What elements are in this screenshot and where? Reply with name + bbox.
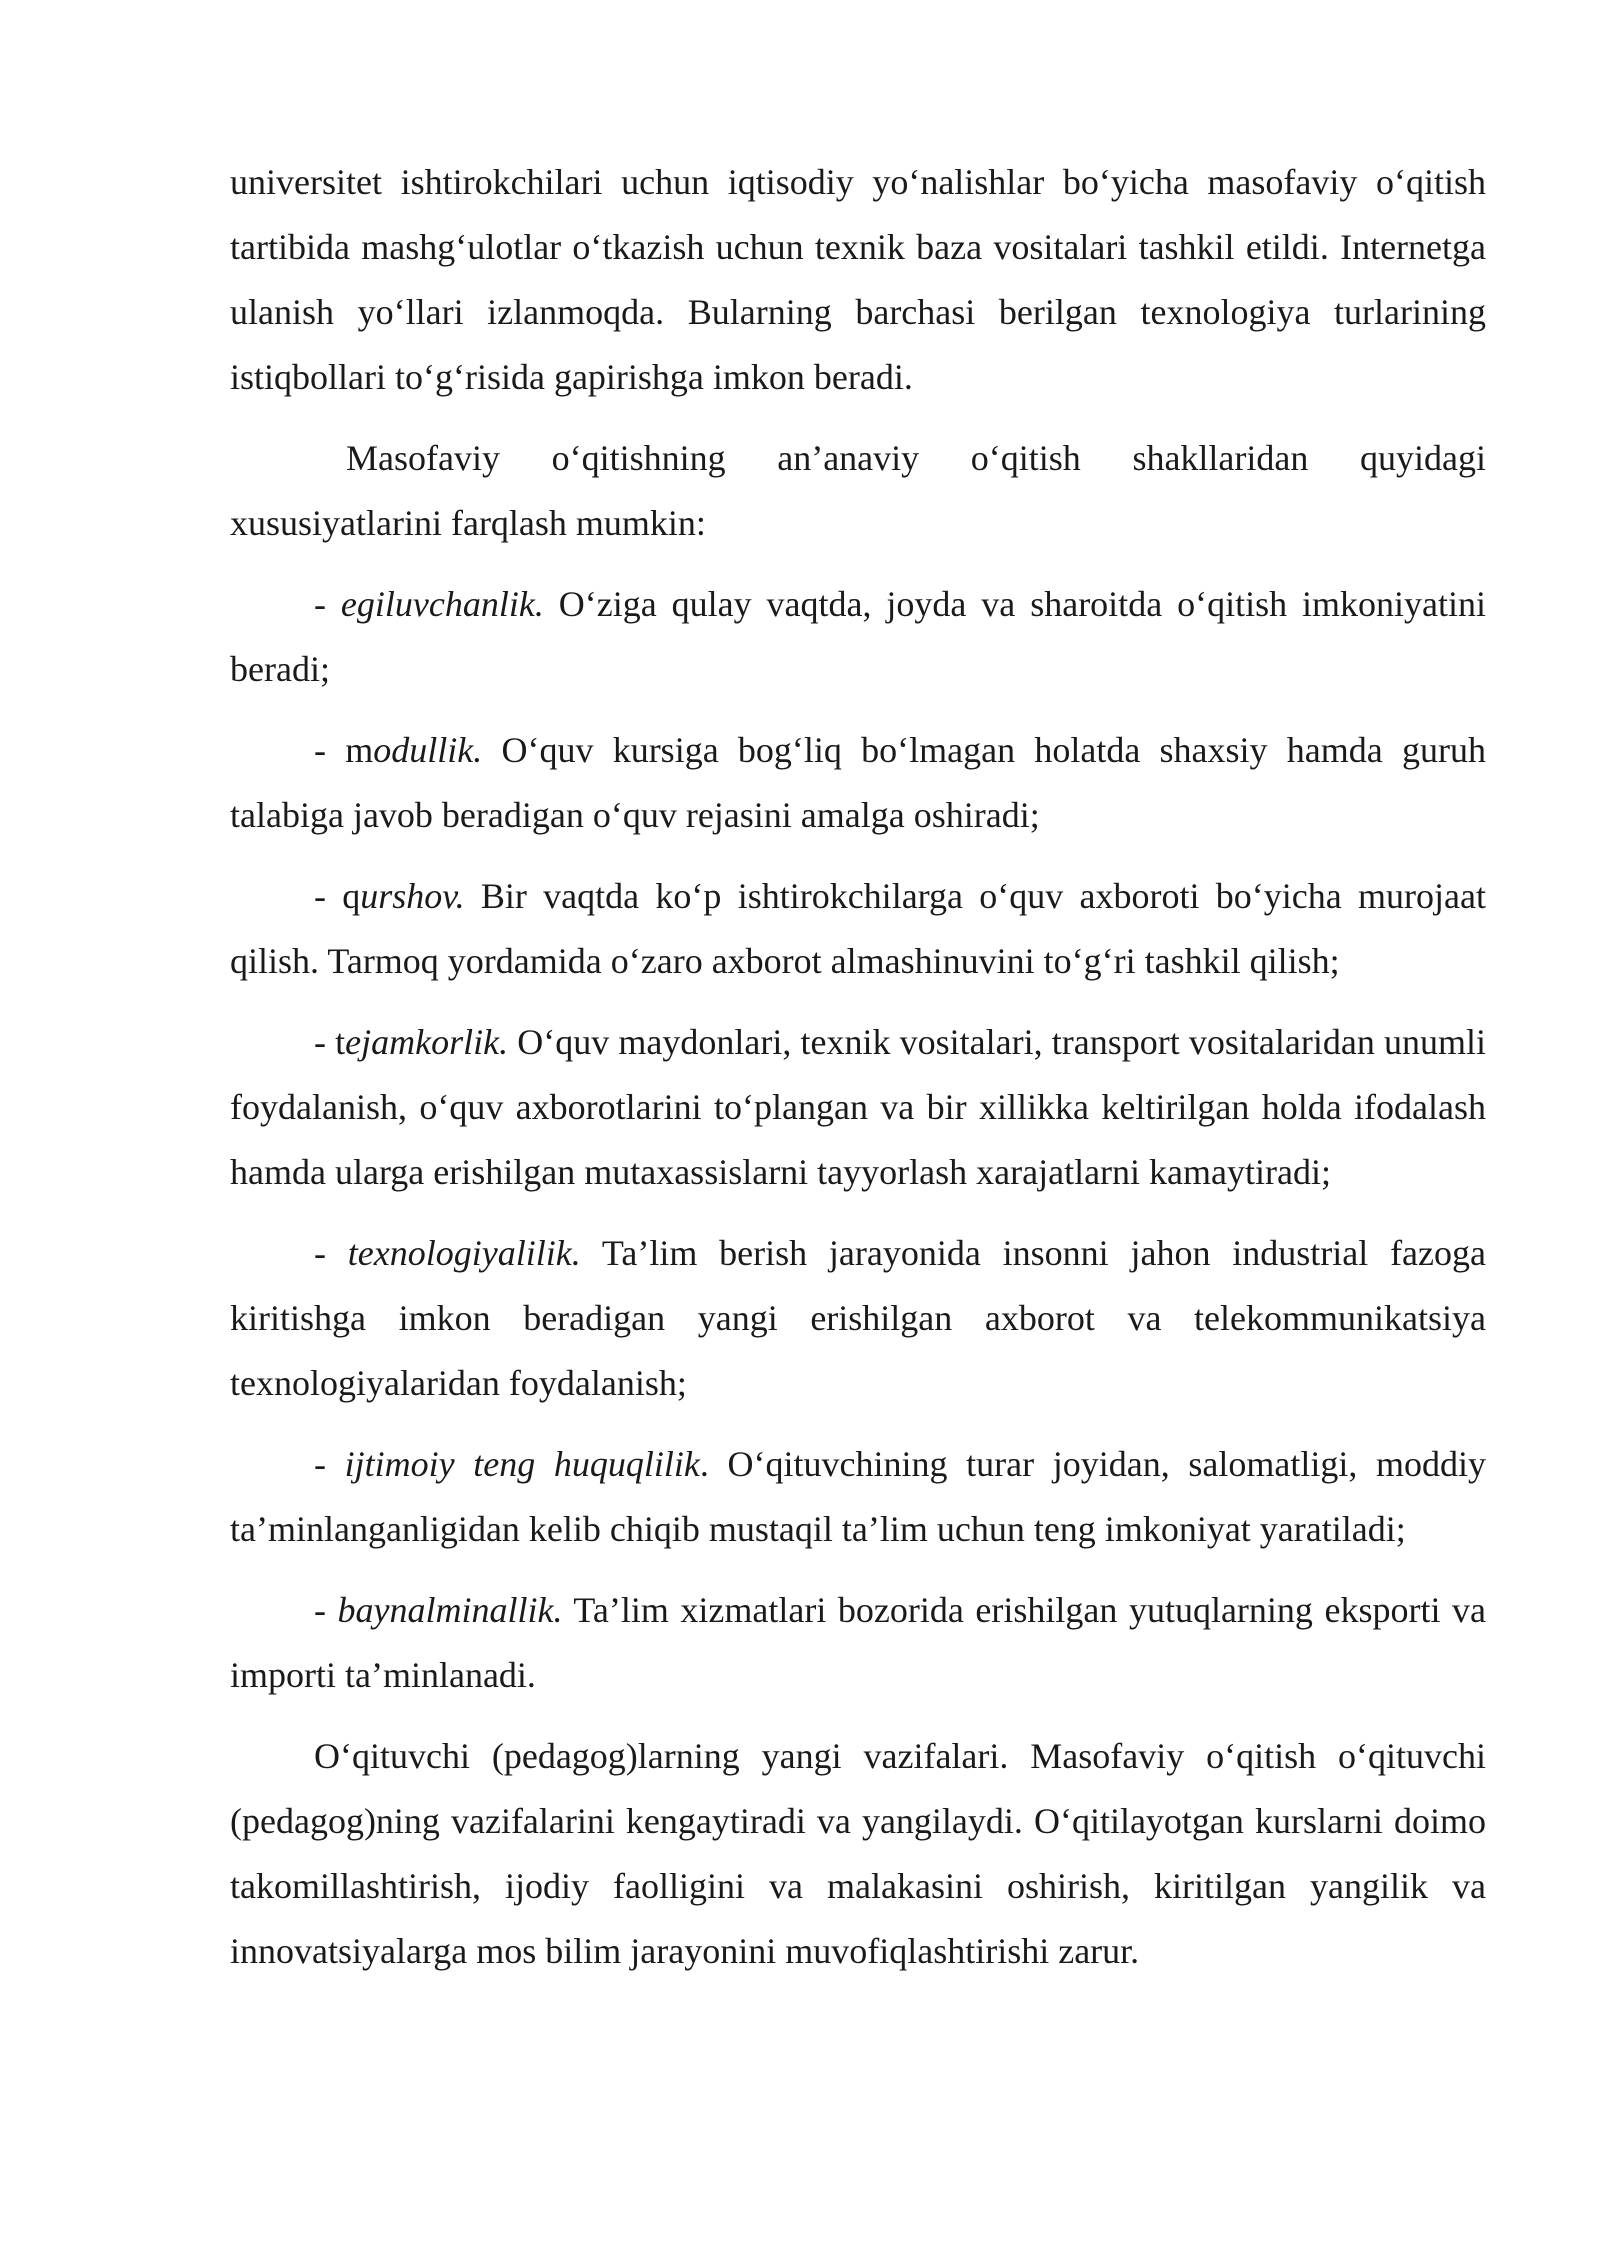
feature-prefix: - (314, 1444, 345, 1484)
feature-item-qurshov (230, 864, 1486, 994)
feature-item-egiluvchanlik (230, 572, 1486, 702)
feature-prefix: - (314, 584, 341, 624)
feature-item-baynalminallik (230, 1578, 1486, 1708)
feature-prefix: - t (314, 1022, 346, 1062)
feature-description: O‘quv maydonlari, texnik vositalari, transport vositalaridan unumli foydalanish, o‘quv axborotlarini to‘plangan va bir xillikka keltirilgan holda ifodalash hamda ularga erishilgan mutaxassislarni tayyorlash xarajatlarni kamaytiradi; (230, 1022, 1486, 1192)
feature-description: O‘ziga qulay vaqtda, joyda va sharoitda o‘qitish imkoniyatini beradi; (230, 584, 1487, 689)
feature-term: urshov. (360, 876, 465, 916)
feature-prefix: - m (314, 730, 374, 770)
paragraph-closing: O‘qituvchi (pedagog)larning yangi vazifalari. Masofaviy o‘qitish o‘qituvchi (pedagog)ning vazifalarini kengaytiradi va yangilaydi. O‘qitilayotgan kurslarni doimo takomillashtirish, ijodiy faolligini va malakasini oshirish, kiritilgan yangilik va innovatsiyalarga mos bilim jarayonini muvofiqlashtirishi zarur. (230, 1736, 1486, 1971)
feature-description: O‘quv kursiga bog‘liq bo‘lmagan holatda shaxsiy hamda guruh talabiga javob beradigan o‘quv rejasini amalga oshiradi; (230, 730, 1486, 835)
feature-prefix: - q (314, 876, 361, 916)
feature-item-modullik (230, 718, 1486, 848)
feature-description: Ta’lim berish jarayonida insonni jahon industrial fazoga kiritishga imkon beradigan yangi erishilgan axborot va telekommunikatsiya texnologiyalaridan foydalanish; (230, 1233, 1486, 1403)
document-page (230, 150, 1486, 2000)
feature-prefix: - (314, 1590, 338, 1630)
feature-item-tejamkorlik (230, 1010, 1486, 1205)
feature-term: texnologiyalilik. (347, 1233, 581, 1273)
feature-description: Ta’lim xizmatlari bozorida erishilgan yutuqlarning eksporti va importi ta’minlanadi. (230, 1590, 1486, 1695)
feature-description: Bir vaqtda ko‘p ishtirokchilarga o‘quv axboroti bo‘yicha murojaat qilish. Tarmoq yordamida o‘zaro axborot almashinuvini to‘g‘ri tashkil qilish; (230, 876, 1486, 981)
feature-term: ejamkorlik. (345, 1022, 509, 1062)
paragraph-features-lead: Masofaviy o‘qitishning an’anaviy o‘qitish shakllaridan quyidagi xususiyatlarini farqlash mumkin: (230, 438, 1486, 543)
feature-description: . O‘qituvchining turar joyidan, salomatligi, moddiy ta’minlanganligidan kelib chiqib mustaqil ta’lim uchun teng imkoniyat yaratiladi; (230, 1444, 1486, 1549)
paragraph-intro: universitet ishtirokchilari uchun iqtisodiy yo‘nalishlar bo‘yicha masofaviy o‘qitish tartibida mashg‘ulotlar o‘tkazish uchun texnik baza vositalari tashkil etildi. Internetga ulanish yo‘llari izlanmoqda. Bularning barchasi berilgan texnologiya turlarining istiqbollari to‘g‘risida gapirishga imkon beradi. (230, 162, 1486, 397)
feature-term: egiluvchanlik. (340, 584, 544, 624)
feature-prefix: - (314, 1233, 348, 1273)
feature-item-ijtimoiy-teng-huquqlilik (230, 1432, 1486, 1562)
feature-term: odullik. (373, 730, 483, 770)
feature-item-texnologiyalilik (230, 1221, 1486, 1416)
feature-term: baynalminallik. (337, 1590, 563, 1630)
feature-term: ijtimoiy teng huquqlilik (344, 1444, 700, 1484)
